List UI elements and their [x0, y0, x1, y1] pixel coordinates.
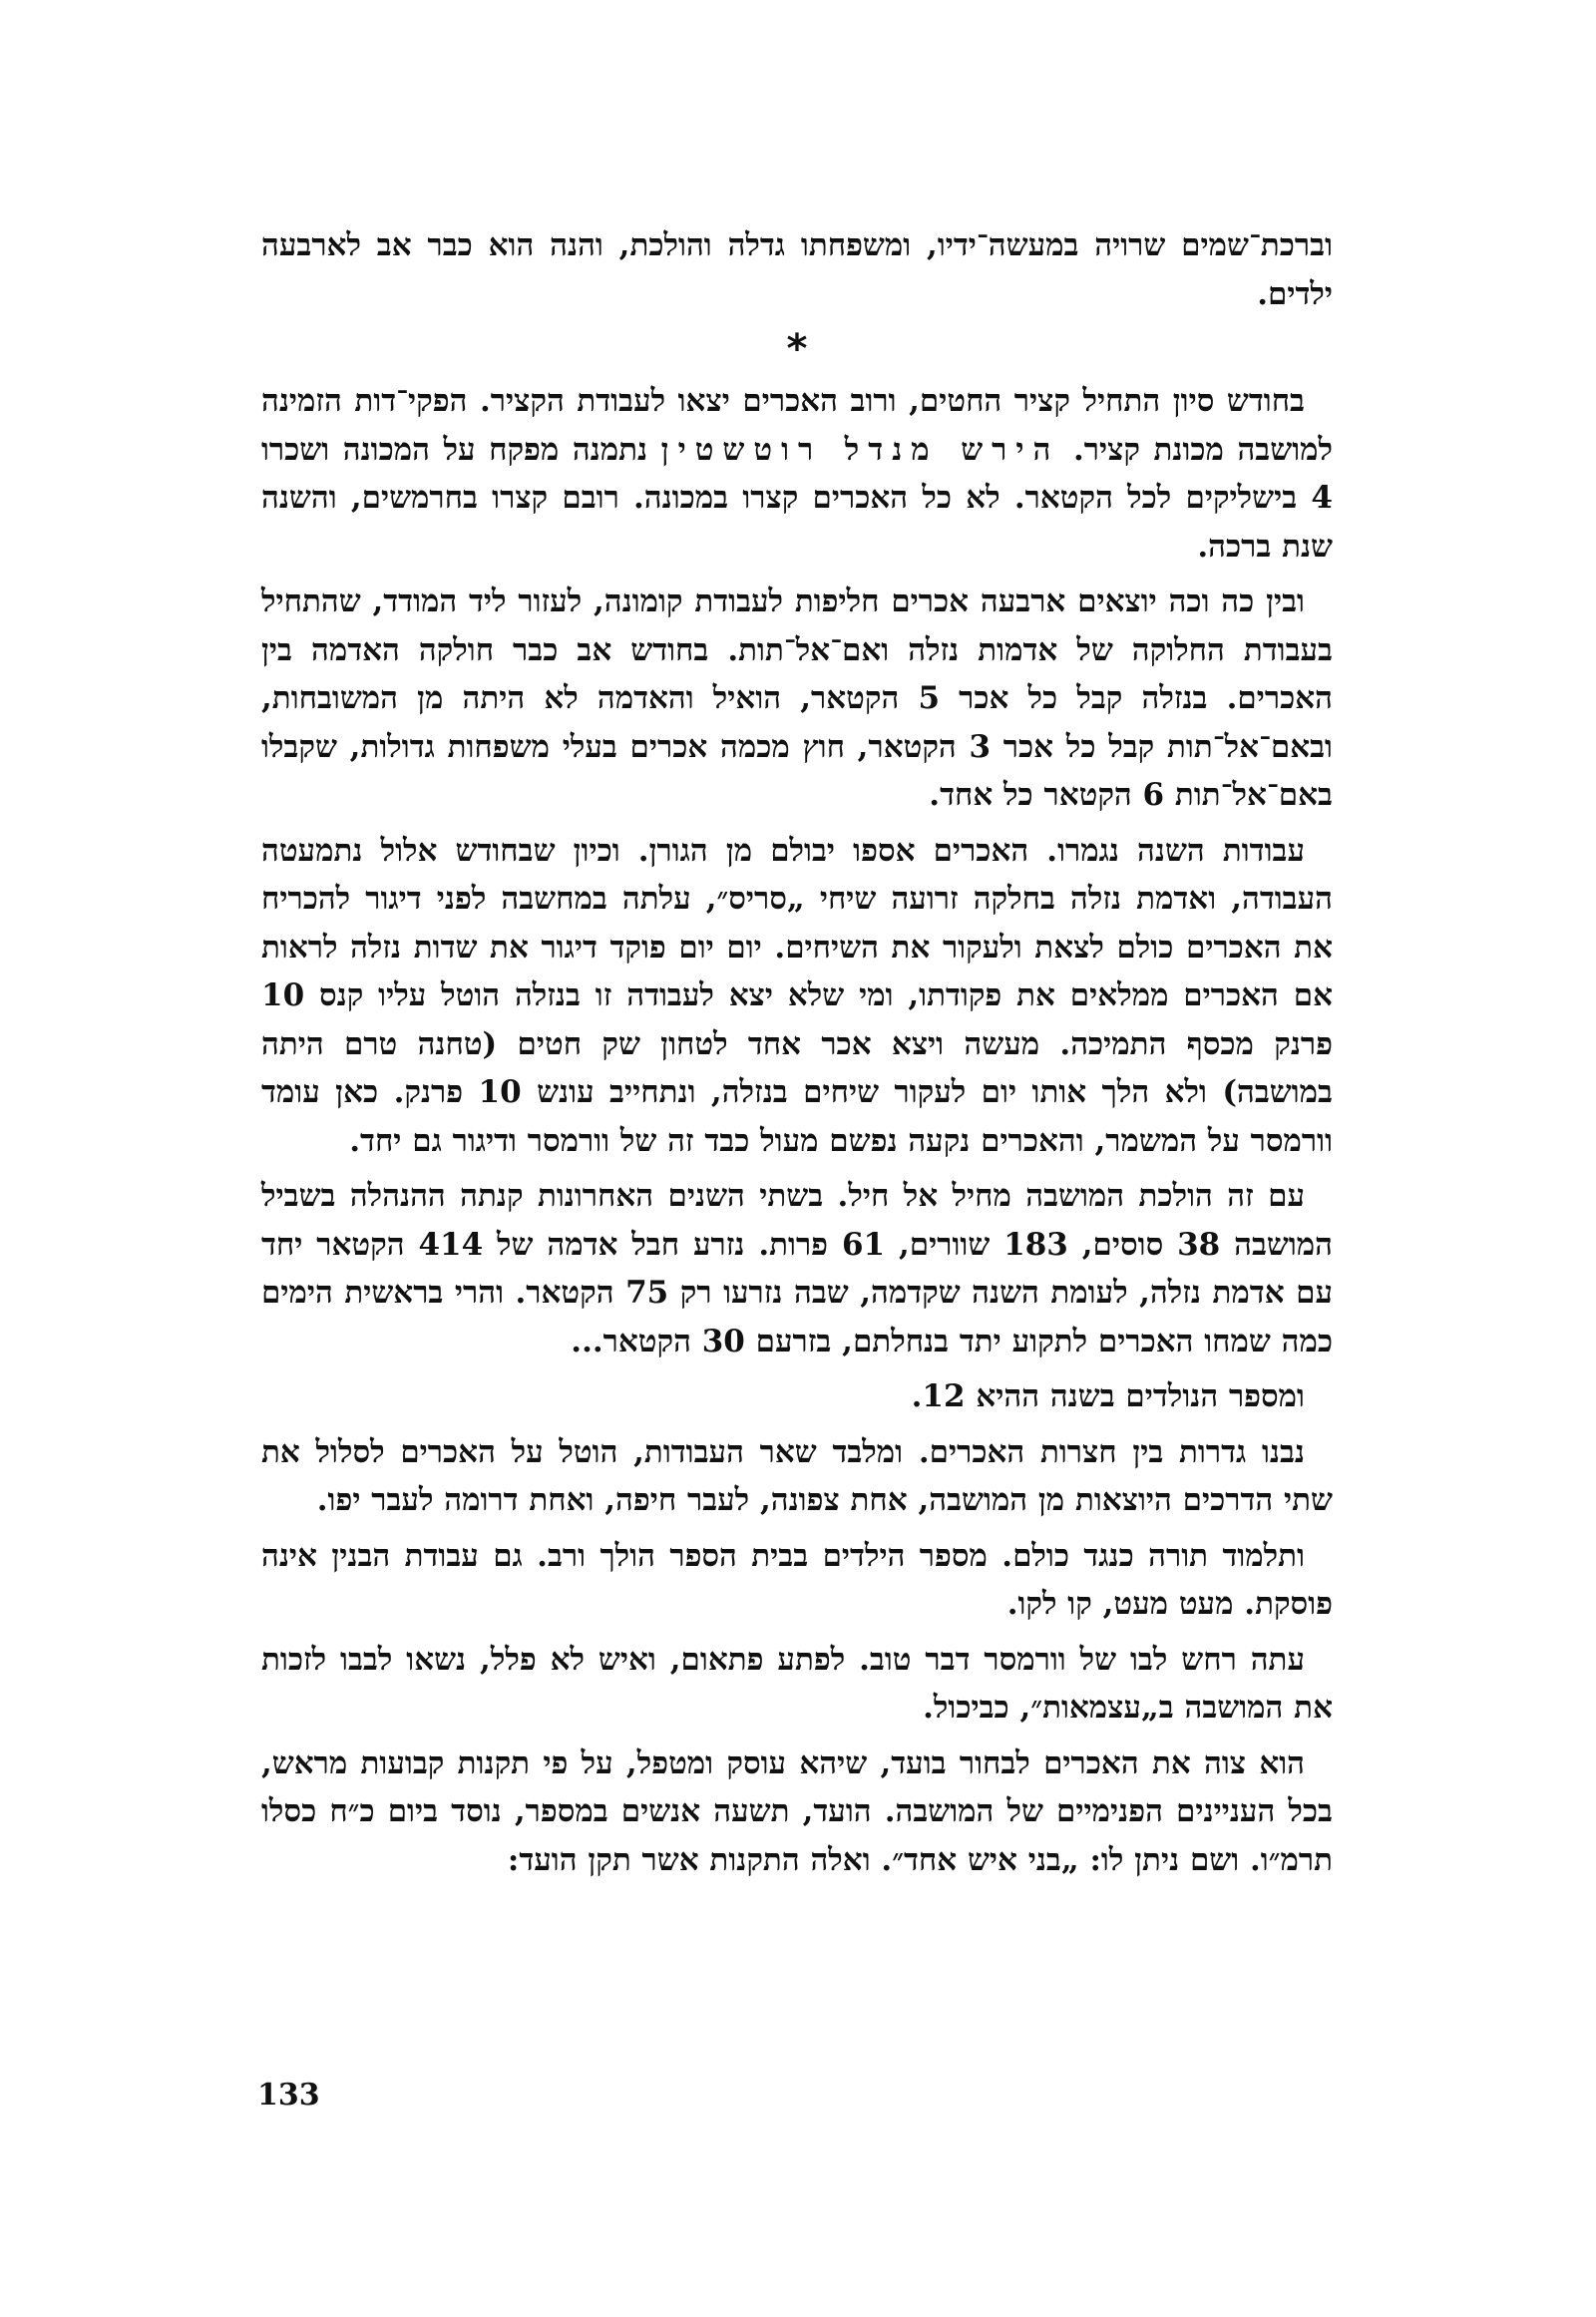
paragraph: [261, 377, 1333, 571]
paragraph: עבודות השנה נגמרו. האכרים אספו יבולם מן הגורן. וכיון שבחודש אלול נתמעטה העבודה, ואדמת נזלה בחלקה זרועה שיחי „סריס״, עלתה במחשבה לפני דיגור להכריח את האכרים כולם לצאת ולעקור את השיחים. יום יום פוקד דיגור את שדות נזלה לראות אם האכרים ממלאים את פקודתו, ומי שלא יצא לעבודה זו בנזלה הוטל עליו קנס 10 פרנק מכסף התמיכה. מעשה ויצא אכר אחד לטחון שק חטים (טחנה טרם היתה במושבה) ולא הלך אותו יום לעקור שיחים בנזלה, ונתחייב עונש 10 פרנק. כאן עומד וורמסר על המשמר, והאכרים נקעה נפשם מעול כבד זה של וורמסר ודיגור גם יחד.: [261, 832, 1333, 1159]
paragraph: עם זה הולכת המושבה מחיל אל חיל. בשתי השנים האחרונות קנתה ההנהלה בשביל המושבה 38 סוסים, 183 שוורים, 61 פרות. נזרע חבל אדמה של 414 הקטאר יחד עם אדמת נזלה, לעומת השנה שקדמה, שבה נזרעו רק 75 הקטאר. והרי בראשית הימים כמה שמחו האכרים לתקוע יתד בנחלתם, בזרעם 30 הקטאר...: [261, 1178, 1333, 1359]
paragraph: הוא צוה את האכרים לבחור בועד, שיהא עוסק ומטפל, על פי תקנות קבועות מראש, בכל העניינים הפנימיים של המושבה. הועד, תשעה אנשים במספר, נוסד ביום כ״ח כסלו תרמ״ו. ושם ניתן לו: „בני איש אחד״. ואלה התקנות אשר תקן הועד:: [261, 1744, 1333, 1878]
paragraph: עתה רחש לבו של וורמסר דבר טוב. לפתע פתאום, ואיש לא פלל, נשאו לבבו לזכות את המושבה ב„עצמאות״, כביכול.: [261, 1641, 1333, 1726]
paragraph: ומספר הנולדים בשנה ההיא 12.: [911, 1378, 1305, 1414]
section-separator: *: [786, 326, 808, 372]
paragraph: נבנו גדרות בין חצרות האכרים. ומלבד שאר העבודות, הוטל על האכרים לסלול את שתי הדרכים היוצאות מן המושבה, אחת צפונה, לעבר חיפה, ואחת דרומה לעבר יפו.: [261, 1433, 1333, 1518]
paragraph-text: בחודש סיון התחיל קציר החטים, ורוב האכרים יצאו לעבודת הקציר. הפקי־דות הזמינה למושבה מכונת קציר.: [261, 383, 1333, 468]
paragraph: ובין כה וכה יוצאים ארבעה אכרים חליפות לעבודת קומונה, לעזור ליד המודד, שהתחיל בעבודת החלוקה של אדמות נזלה ואם־אל־תות. בחודש אב כבר חולקה האדמה בין האכרים. בנזלה קבל כל אכר 5 הקטאר, הואיל והאדמה לא היתה מן המשובחות, ובאם־אל־תות קבל כל אכר 3 הקטאר, חוץ מכמה אכרים בעלי משפחות גדולות, שקבלו באם־אל־תות 6 הקטאר כל אחד.: [261, 583, 1333, 813]
paragraph: ותלמוד תורה כנגד כולם. מספר הילדים בבית הספר הולך ורב. גם עבודת הבנין אינה פוסקת. מעט מעט, קו לקו.: [261, 1537, 1333, 1622]
body-text: [261, 221, 1333, 1891]
spaced-name: הירש מנדל רוטשטין: [660, 431, 1060, 468]
page-number: 133: [257, 2078, 320, 2113]
paragraph: וברכת־שמים שרויה במעשה־ידיו, ומשפחתו גדלה והולכת, והנה הוא כבר אב לארבעה ילדים.: [261, 227, 1333, 312]
paragraph-text: נתמנה מפקח על המכונה ושכרו 4 בישליקים לכל הקטאר. לא כל האכרים קצרו במכונה. רובם קצרו בחרמשים, והשנה שנת ברכה.: [261, 431, 1333, 565]
